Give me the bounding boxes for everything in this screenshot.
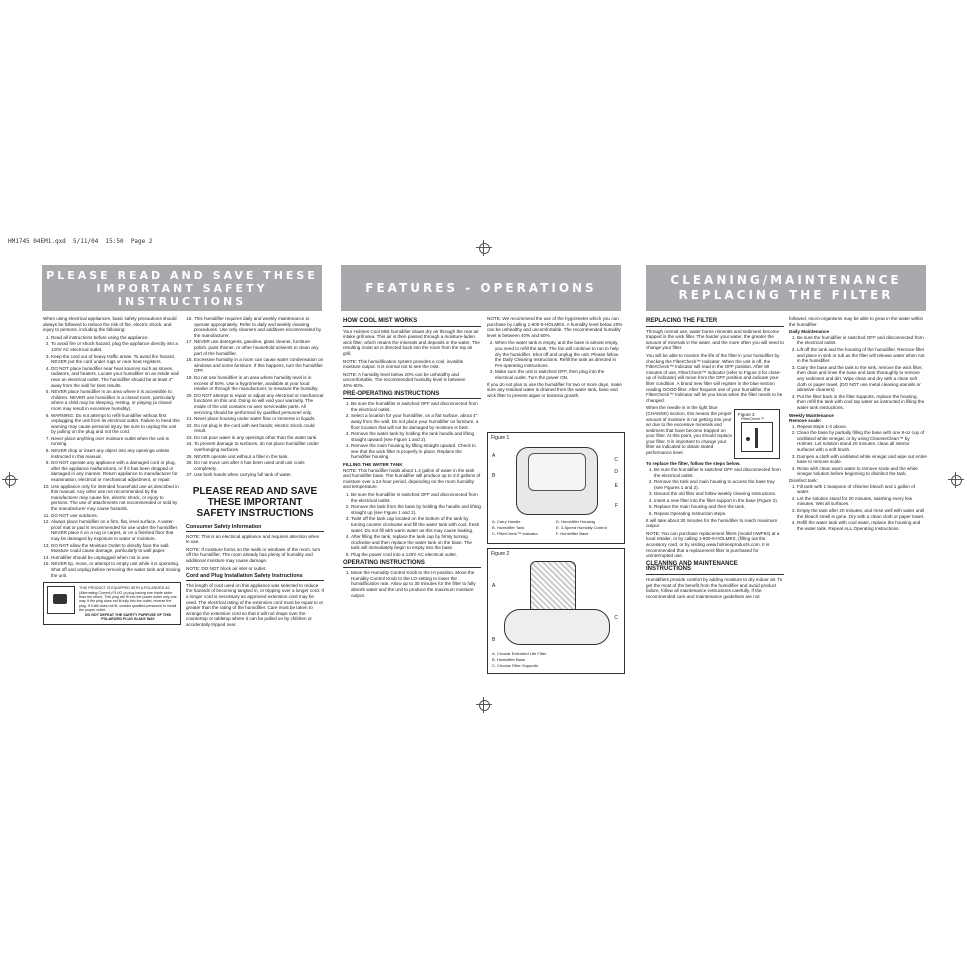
list-item: 2. Remove the tank and main housing to access the base tray (see Figures 1 and 2).: [654, 479, 784, 490]
registration-mark-icon: [2, 472, 18, 488]
list-item: 24. To prevent damage to surfaces, do not place humidifier under overhanging surfaces.: [194, 441, 324, 452]
list-item: 2. Let the solution stand for 20 minutes, swishing every few minutes. Wet all surfaces.: [797, 496, 927, 507]
list-item: 9. DO NOT operate any appliance with a damaged cord or plug, after the appliance malfunctions, or if it has been dropped or damaged in any manner. Return appliance to manufacturer for examination, electrical or mechanical adjustment, or repair.: [51, 460, 181, 482]
hygrometer-note: NOTE: We recommend the use of the hygrometer which you can purchase by calling 1-800-5-HOLMES. A humidity level below 20% can be unhealthy and uncomfortable. The recommended humidity level is between 40% and 50%.: [487, 316, 623, 338]
replace-text: When the needle is in the light blue (CHANGE) section, this means the proper amount of moisture is not getting into your air due to the excessive minerals and sediment that have become trapped on your filter. At this point, you should replace your filter. It is important to change your filter as indicated to obtain stated performance level.: [646, 405, 733, 456]
list-item: 3. Make sure the unit is switched OFF, then plug into the electrical outlet. Turn the power ON.: [495, 369, 623, 380]
safety-list-b: [186, 316, 324, 478]
replace-note: NOTE: You can purchase replacement filters (model HWF64) at a local retailer, or by calling 1-800-5-HOLMES, (filling out the accessory card, or by visiting www.holmesproducts.com. It is recommended that a replacement filter is purchased for uninterrupted use.: [646, 530, 780, 559]
polarized-plug-icon: [47, 586, 75, 614]
caption: C. Circular Filter Supports: [492, 663, 539, 668]
list-item: 4. Rinse with clean warm water to remove scale and the white vinegar solution before beginning to disinfect the tank.: [797, 466, 927, 477]
safety-banner-line: PLEASE READ AND SAVE THESE: [46, 268, 318, 282]
list-item: 15. NEVER tip, move, or attempt to empty unit while it is operating. Shut off and unplug before removing the water tank and moving the unit.: [51, 561, 181, 578]
gauge-label: FilterCheck™: [741, 417, 764, 422]
replace-text: You will be able to monitor the life of the filter in your humidifier by checking the FilterCheck™ Indicator. When the unit is off, the FilterCheck™ Indicator will read in the OFF position. After 60 minutes of use, FilterCheck™ Indicator (refer to Figure 3 for close-up of indicator) will move from the OFF position and indicate your filter condition. A brand new filter will register in the blue section reading GOOD filter. After frequent use of your humidifier, the FilterCheck™ Indicator will let you know when the filter needs to be changed.: [646, 352, 783, 403]
list-item: 17. NEVER use detergents, gasoline, glass cleaner, furniture polish, paint thinner, or other household solvents to clean any part of the humidifier.: [194, 339, 324, 356]
list-item: 2. When the water tank is empty, and the base is almost empty, you need to refill the tank. The fan will continue to run to help dry the humidifier. Shut off and unplug the unit. Please follow the Daily Cleaning Instructions. Refill the tank as directed in Pre-operating Instructions.: [495, 340, 623, 368]
figure-1: [487, 432, 625, 544]
disinfect-list: [789, 484, 927, 532]
list-item: 1. Be sure the humidifier is switched OFF and disconnected from the electrical outlet.: [654, 467, 784, 478]
registration-mark-icon: [476, 240, 492, 256]
humidifier-tank-illustration: [528, 453, 586, 491]
list-item: 1. Be sure the humidifier is switched OFF and disconnected from the electrical outlet.: [351, 492, 481, 503]
list-item: 6. WARNING: Do not attempt to refill humidifier without first unplugging the unit from its electrical outlet. Failure to heed this warning may cause personal injury. Be sure to unplug the unit by pulling on the plug and not the cord.: [51, 413, 181, 435]
big-title-line: THESE IMPORTANT: [207, 497, 303, 509]
list-item: 2. Clean the base by partially filling the base with one 8-oz cup of undiluted white vinegar, or by using CleanseClean™ by Holmes. Let solution stand 20 minutes, clean all interior surfaces with a soft brush.: [797, 430, 927, 452]
callout: C: [614, 457, 618, 463]
features-column-right: [487, 316, 623, 428]
callout: E: [614, 483, 618, 489]
scale-list: [789, 424, 927, 477]
list-item: 11. DO NOT use outdoors.: [51, 513, 181, 519]
filtercheck-gauge-icon: [741, 422, 773, 452]
figure-3-wrap: [646, 405, 784, 461]
safety-big-title: [186, 486, 324, 519]
list-item: 5. NEVER place humidifier in an area where it is accessible to children. NEVER use humidifier in a closed room, particularly where a child may be sleeping, resting, or playing (a closed room may result in excessive humidity).: [51, 389, 181, 411]
refill-list: [487, 340, 623, 380]
list-item: 8. NEVER drop or insert any object into any openings unless instructed in this manual.: [51, 448, 181, 459]
big-title-line: PLEASE READ AND SAVE: [192, 486, 318, 498]
features-banner-title: FEATURES - OPERATIONS: [365, 281, 597, 295]
cleaning-banner-line: CLEANING/MAINTENANCE: [670, 273, 902, 287]
list-item: 19. Do not use humidifier in an area where humidity level is in excess of 50%. Use a hygrometer, available at your local retailer or through the manufacturer, to measure the humidity.: [194, 375, 324, 392]
safety-column-left: [43, 316, 181, 671]
fill-heading: FILLING THE WATER TANK: [343, 462, 403, 468]
list-item: 3. Twist off the tank cap located on the bottom of the tank by turning counter clockwise and fill the water tank with cool, fresh water. Do not fill with warm water as this may cause leaking.: [351, 516, 481, 533]
callout: B: [492, 473, 496, 479]
list-item: 25. NEVER operate unit without a filter in the tank.: [194, 454, 324, 460]
list-item: 14. Humidifier should be unplugged when not in use.: [51, 555, 181, 561]
list-item: 12. Always place humidifier on a firm, flat, level surface. A water-proof mat or pad is recommended for use under the humidifier. NEVER place it on a rug or carpet, or on a finished floor that may be damaged by exposure to water or moisture.: [51, 519, 181, 541]
list-item: 26. Do not move unit after it has been used until unit cools completely.: [194, 460, 324, 471]
list-item: 1. Be sure the humidifier is switched OFF and disconnected from the electrical outlet.: [797, 335, 927, 346]
cleaning-banner: [646, 265, 926, 311]
callout: B: [492, 637, 496, 643]
list-item: 23. Do not pour water in any openings other than the water tank.: [194, 435, 324, 441]
list-item: 3. Remove the water tank by holding the tank handle and lifting straight upward (see Figure 1 and 2).: [351, 431, 481, 442]
callout: F: [614, 503, 618, 509]
consumer-heading: Consumer Safety Information: [186, 525, 324, 532]
list-item: 1. Read all instructions before using the appliance.: [51, 335, 181, 341]
features-column-left: [343, 316, 481, 671]
op-heading: OPERATING INSTRUCTIONS: [343, 561, 481, 569]
list-item: 6. Repeat Operating Instruction steps.: [654, 511, 784, 517]
maint-text: Humidifiers provide comfort by adding moisture to dry indoor air. To get the most of the benefit from the humidifier and avoid product failure, follow all maintenance instructions carefully. If the recommended care and maintenance guidelines are not: [646, 577, 783, 599]
list-item: 3. Keep the cord out of heavy traffic areas. To avoid fire hazard, NEVER put the cord under rugs or near heat registers.: [51, 354, 181, 365]
list-item: 21. Never place housing under water flow or immerse in liquids.: [194, 416, 324, 422]
list-item: 22. Do not plug in the cord with wet hands; electric shock could result.: [194, 423, 324, 434]
safety-banner: [42, 265, 322, 311]
weekly-heading: Weekly Maintenance: [789, 412, 834, 418]
safety-banner-line: IMPORTANT SAFETY INSTRUCTIONS: [96, 281, 268, 308]
list-item: 2. Lift off the tank and the housing of the humidifier. Remove filter and place in sink or tub as the filter will release water when not in the humidifier.: [797, 347, 927, 364]
safety-intro: When using electrical appliances, basic safety precautions should always be followed to reduce the risk of fire, electric shock, and injury to persons, including the following:: [43, 316, 177, 333]
caption: A. Circular Extended Life Filter: [492, 651, 547, 656]
caption: E. 3-Speed Humidity Control: [556, 525, 607, 530]
list-item: 20. DO NOT attempt to repair or adjust any electrical or mechanical functions on this unit. Doing so will void your warranty. The inside of the unit contains no user serviceable parts. All servicing should be performed by qualified personnel only.: [194, 393, 324, 415]
list-item: 4. After filling the tank, replace the tank cap by firmly turning clockwise and then replace the water tank on the base. The tank will immediately begin to empty into the base.: [351, 534, 481, 551]
registration-mark-icon: [948, 472, 964, 488]
callout: C: [614, 615, 618, 621]
daily-heading: Daily Maintenance: [789, 329, 830, 335]
caption: A. Carry Handle: [492, 519, 521, 524]
maint-heading: CLEANING AND MAINTENANCE INSTRUCTIONS: [646, 562, 784, 575]
safety-column-right: [186, 316, 324, 671]
safety-list-a: [43, 335, 181, 578]
how-heading: HOW COOL MIST WORKS: [343, 319, 481, 327]
consumer-note: NOTE: If moisture forms on the walls or windows of the room, turn off the humidifier. The room already has plenty of humidity and additional moisture may cause damage.: [186, 546, 321, 563]
registration-mark-icon: [476, 697, 492, 713]
list-item: 1. Repeat steps 1-3 above.: [797, 424, 927, 430]
list-item: 3. Empty the tank after 20 minutes, and rinse well with water until the bleach smell is gone. Dry with a clean cloth or paper towel.: [797, 508, 927, 519]
disinfect-heading: Disinfect tank:: [789, 478, 818, 484]
callout: D: [614, 469, 618, 475]
list-item: 3. Discard the old filter and follow weekly cleaning instructions.: [654, 491, 784, 497]
list-item: 4. DO NOT place humidifier near heat sources such as stoves, radiators, and heaters. Locate your humidifier on an inside wall near an electrical outlet. The humidifier should be at least 4" away from the wall for best results.: [51, 366, 181, 388]
figure-label: Figure 1: [491, 435, 510, 441]
list-item: 16. This humidifier requires daily and weekly maintenance to operate appropriately. Refer to daily and weekly cleaning procedures. Use only cleaners and additives recommended by the manufacturer.: [194, 316, 324, 338]
cleaning-banner-line: REPLACING THE FILTER: [678, 288, 894, 302]
replace-text: Through normal use, water borne minerals and sediment become trapped in the wick filter. The harder your water, the greater the amount of minerals in the water, and the more often you will need to change your filter.: [646, 328, 784, 351]
daily-list: [789, 335, 927, 411]
figure-label: Figure 3: [738, 412, 755, 418]
job-line: HM1745 04EM1.qxd 5/11/04 15:50 Page 2: [8, 238, 153, 245]
op-list: [343, 570, 481, 598]
how-note: NOTE: A humidity level below 20% can be unhealthy and uncomfortable. The recommended humidity level is between 40%-50%.: [343, 371, 466, 388]
warning-tail: DO NOT DEFEAT THE SAFETY PURPOSE OF THIS POLARIZED PLUG IN ANY WAY: [84, 612, 172, 621]
warning-text: THIS PRODUCT IS EQUIPPED WITH A POLARIZED AC (Alternating Current) PLUG (a plug having one blade wider than the other). This plug will fit into the power outlet only one way. If the plug does not fit fully into the outlet, reverse the plug. If it still does not fit, contact qualified personnel to install the proper outlet.: [79, 586, 177, 613]
list-item: 1. Be sure the humidifier is switched OFF and disconnected from the electrical outlet.: [351, 401, 481, 412]
caption: F. Humidifier Base: [556, 531, 589, 536]
list-item: 3. Dampen a cloth with undiluted white vinegar and wipe out entire base to remove scale.: [797, 454, 927, 465]
consumer-note: NOTE: DO NOT block air inlet or outlet.: [186, 565, 267, 571]
list-item: 1. Move the Humidity Control Knob to the HI position. Move the Humidity Control Knob to the LO setting to lower the humidification rate. Allow up to 30 minutes for the filter to fully absorb water and the unit to produce the maximum moisture output.: [351, 570, 481, 598]
scale-heading: Remove scale:: [789, 418, 822, 424]
list-item: 1. Fill tank with 1 teaspoon of chlorine bleach and 1 gallon of water.: [797, 484, 927, 495]
how-note: NOTE: This humidification system provides a cool, invisible moisture output. It is normal not to see the mist.: [343, 358, 464, 370]
replace-steps-heading: To replace the filter, follow the steps below.: [646, 461, 741, 467]
list-item: 7. Never place anything over moisture outlet when the unit is running.: [51, 436, 181, 447]
replace-steps: [646, 467, 784, 517]
list-item: 2. Select a location for your humidifier, on a flat surface, about 4" away from the wall. Do not place your humidifier on furniture, a floor location that will not be damaged by moisture is best.: [351, 413, 481, 430]
caption: C. FilterCheck™ Indicator: [492, 531, 538, 536]
list-item: 18. Excessive humidity in a room can cause water condensation on windows and some furniture. If this happens, turn the humidifier OFF.: [194, 357, 324, 374]
replace-after: It will take about 30 minutes for the humidifier to reach maximum output.: [646, 517, 778, 529]
list-item: 4. Insert a new filter into the filter support in the base (Figure 2).: [654, 498, 784, 504]
replace-heading: REPLACING THE FILTER: [646, 319, 784, 327]
pre-list: [343, 401, 481, 460]
list-item: 3. Carry the base and the tank to the sink, remove the wick filter, then drain and rinse the base and tank thoroughly to remove any sediment and dirt. Wipe clean and dry with a clean soft cloth or paper towel. (DO NOT use metal cleaning utensils or abrasive cleaners): [797, 365, 927, 393]
how-text: Your Holmes Cool Mist humidifier draws dry air through the rear air intake grill area. This air is then passed through a moisture-laden wick filter, which retains the minerals and deposits in the water. The resulting moist air is directed back into the room from the top air grill.: [343, 328, 480, 356]
base-illustration: [504, 609, 610, 645]
storage-note: If you do not plan to use the humidifier for two or more days, make sure any residual water is drained from the water tank, base and wick filter to prevent algae or bacteria growth.: [487, 381, 622, 398]
list-item: 5. Plug the power cord into a 120V AC electrical outlet.: [351, 552, 481, 558]
filter-illustration: [530, 561, 576, 615]
list-item: 4. Refill the water tank with cool water, replace the housing and the water tank. Repeat ALL Operating Instructions.: [797, 520, 927, 531]
figure-3: [734, 409, 780, 459]
polarized-plug-warning: [43, 582, 181, 625]
callout: A: [492, 453, 496, 459]
cleaning-column-right: [789, 316, 927, 671]
caption: B. Humidifier Base: [492, 657, 526, 662]
list-item: 10. Use appliance only for intended household use as described in this manual. Any other use not recommended by the manufacturer may cause fire, electric shock, or injury to persons. The use of attachments not recommended or sold by the manufacturer may cause hazards.: [51, 484, 181, 512]
cord-text: The length of cord used on this appliance was selected to reduce the hazards of becoming tangled in, or tripping over a longer cord. If a longer cord is necessary an approved extension cord may be used. The electrical rating of the extension cord must be equal to or greater than the rating of the humidifier. Care must be taken to arrange the extension cord so that it will not drape over the countertop or tabletop where it can be pulled on by children or accidentally tripped over.: [186, 582, 324, 627]
fill-list: [343, 492, 481, 558]
list-item: 2. Remove the tank from the base by holding the handle and lifting straight up (see Figure 1 and 2).: [351, 504, 481, 515]
list-item: 13. DO NOT allow the Moisture Outlet to directly face the wall. Moisture could cause damage, particularly to wall paper.: [51, 543, 181, 554]
caption: D. Humidifier Housing: [556, 519, 595, 524]
figure-2: [487, 548, 625, 674]
list-item: 4. Put the filter back in the filter supports, replace the housing, then refill the tank with cool tap water as instructed in filling the water tank instructions.: [797, 394, 927, 411]
cord-heading: Cord and Plug Installation Safety Instructions: [186, 574, 324, 581]
fill-note: NOTE: This humidifier holds about 1.4 gallon of water in the tank and humidifier base. The humidifier will produce up to 3.0 gallons of moisture over a 24-hour period, depending on the room humidity and temperature.: [343, 467, 481, 490]
callout: A: [492, 583, 496, 589]
list-item: 4. Remove the main housing by lifting straight upward. Check to see that the wick filter is properly in place. Replace the humidifier housing.: [351, 443, 481, 460]
consumer-note: NOTE: This is an electrical appliance and requires attention when in use.: [186, 533, 320, 545]
features-banner: [341, 265, 621, 311]
figure-label: Figure 2: [491, 551, 510, 557]
big-title-line: SAFETY INSTRUCTIONS: [196, 508, 314, 520]
cleaning-column-left: [646, 316, 784, 671]
list-item: 5. Replace the main housing and then the tank.: [654, 504, 784, 510]
caption: B. Humidifier Tank: [492, 525, 525, 530]
maint-continued: followed, micro-organisms may be able to grow in the water within the humidifier.: [789, 316, 924, 327]
pre-heading: PRE-OPERATING INSTRUCTIONS: [343, 392, 481, 400]
list-item: 2. To avoid fire or shock hazard, plug the appliance directly into a 120V AC electrical outlet.: [51, 341, 181, 352]
list-item: 27. Use both hands when carrying full tank of water.: [194, 472, 324, 478]
